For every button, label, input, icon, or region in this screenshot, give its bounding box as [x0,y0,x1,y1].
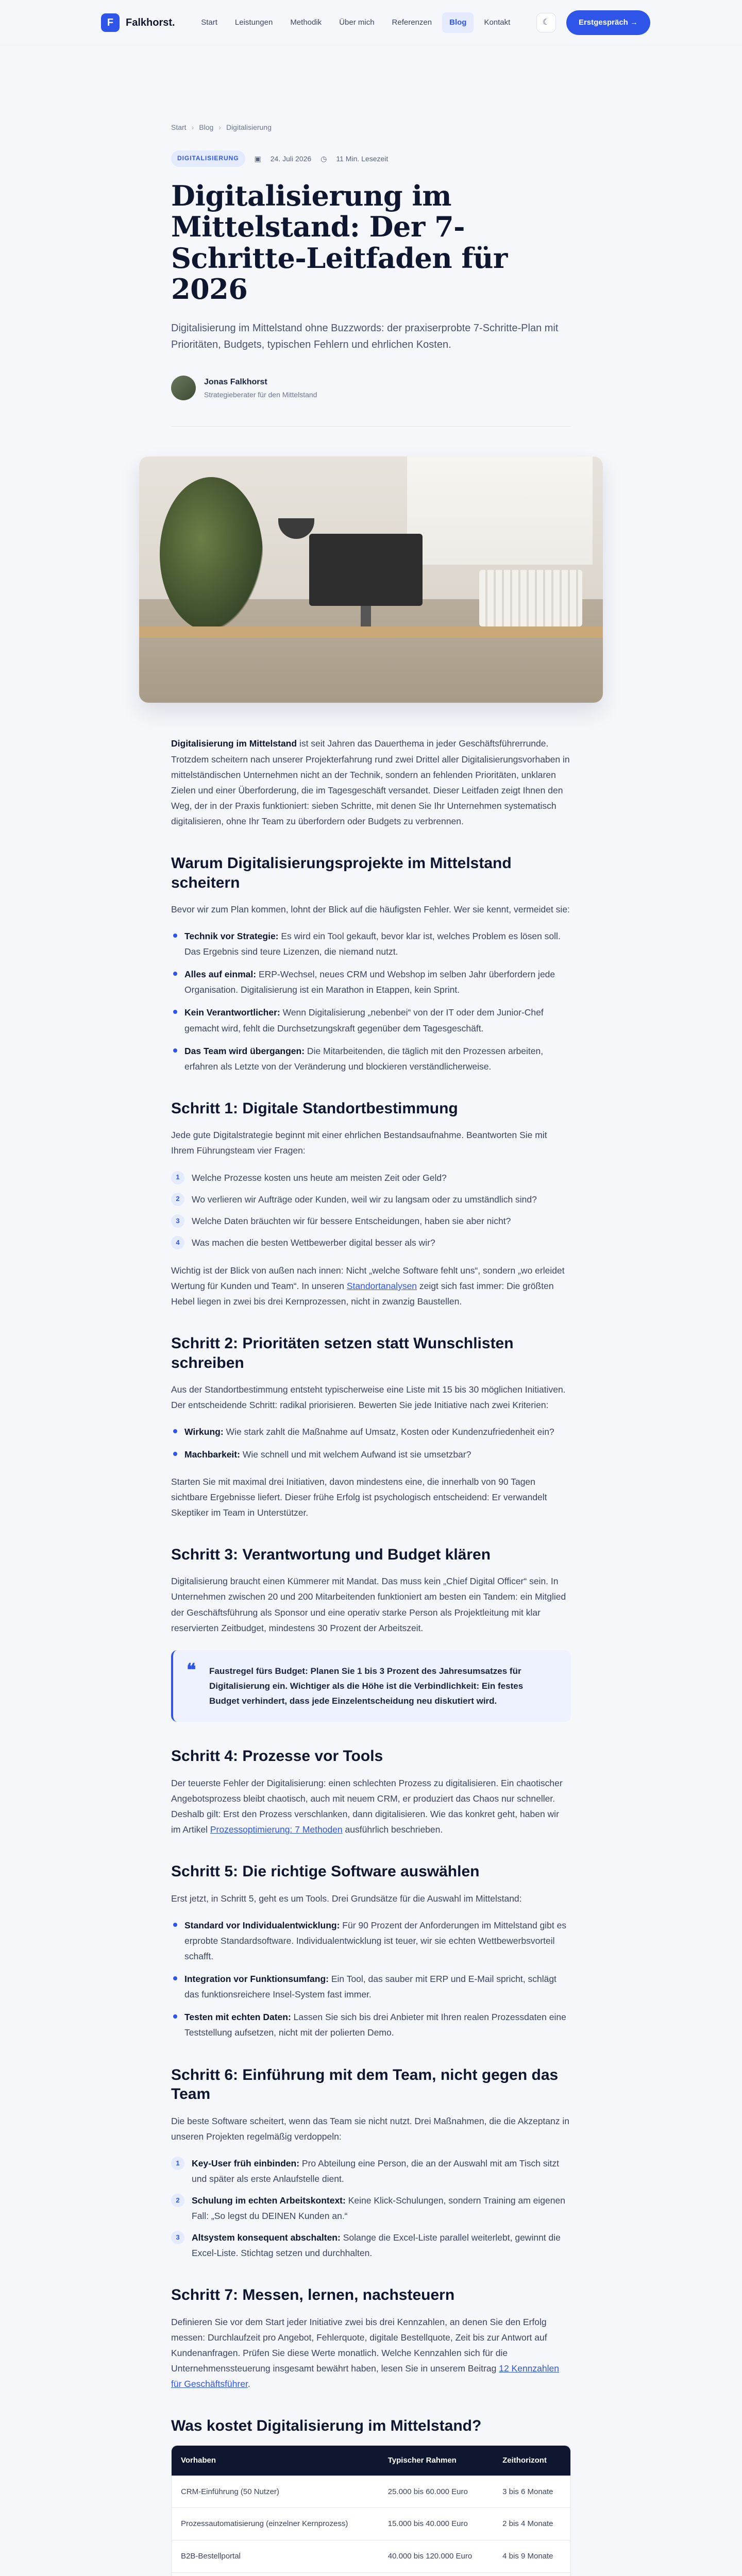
list-item-text: ERP-Wechsel, neues CRM und Webshop im selben Jahr überfordern jede Organisation. Digitalisierung ist ein Marathon in Etappen, kein Sprint. [184,969,555,995]
clock-icon: ◷ [321,154,327,163]
section-paragraph: Aus der Standortbestimmung entsteht typischerweise eine Liste mit 15 bis 30 möglichen Initiativen. Der entscheidende Schritt: radikal priorisieren. Bewerten Sie jede Initiative nach zwei Kriterien: [171,1384,566,1411]
list-item-bold: Standard vor Individualentwicklung: [184,1920,340,1930]
list-item-text: Welche Daten bräuchten wir für bessere Entscheidungen, haben sie aber nicht? [192,1215,511,1226]
logo-mark: F [101,13,120,32]
list-item-text: Ein Tool, das sauber mit ERP und E-Mail spricht, schlägt das funktionsreichere Insel-System fast immer. [184,1974,556,2000]
hero-desk [139,626,603,638]
breadcrumb-separator: › [218,123,221,131]
intro-strong: Digitalisierung im Mittelstand [171,738,297,749]
question-list [171,1170,571,1250]
list-item [171,1005,571,1036]
table-header: Zeithorizont [493,2446,570,2476]
number-badge: 1 [171,2157,184,2170]
bullet-list [171,1918,571,2041]
list-item [171,928,571,959]
table-row [172,2507,570,2540]
breadcrumb-current: Digitalisierung [226,123,272,131]
table-cell: 3 bis 6 Monate [493,2476,570,2508]
logo-link[interactable] [101,13,175,32]
paragraph-text: Definieren Sie vor dem Start jeder Initiative zwei bis drei Kennzahlen, an denen Sie den Erfolg messen: Durchlaufzeit pro Angebot, Fehlerquote, digitale Bestellquote, Zeit bis zur Antwort auf Kundenanfragen. Prüfen Sie diese Werte monatlich. Welche Kennzahlen sich für die Unternehmenssteuerung insgesamt bewährt haben, lesen Sie in unserem Beitrag [171,2316,547,2374]
table-cell: 15.000 bis 40.000 Euro [379,2507,493,2540]
table-cell: 2 bis 4 Monate [493,2507,570,2540]
number-badge: 3 [171,2231,184,2244]
highlight-quote [171,1650,571,1722]
list-item-bold: Key-User früh einbinden: [192,2158,300,2168]
inline-link[interactable]: Standortanalysen [346,1281,417,1292]
list-item-text: Wie schnell und mit welchem Aufwand ist sie umsetzbar? [240,1449,471,1460]
breadcrumb-separator: › [191,123,194,131]
quote-icon: ❝ [187,1660,196,1680]
list-item-text: Pro Abteilung eine Person, die an der Auswahl mit am Tisch sitzt und später als erste Anlaufstelle dient. [192,2158,559,2184]
list-item-text: Lassen Sie sich bis drei Anbieter mit Ihren realen Prozessdaten eine Teststellung aufsetzen, nicht mit der polierten Demo. [184,2012,566,2038]
table-cell: Prozessautomatisierung (einzelner Kernprozess) [172,2507,379,2540]
list-item [171,2193,571,2224]
list-item-bold: Integration vor Funktionsumfang: [184,1974,329,1985]
number-badge: 2 [171,2194,184,2207]
author-byline [171,376,571,427]
section-paragraph [171,1775,571,1837]
breadcrumb-start[interactable]: Start [171,123,187,131]
list-item [171,1170,571,1185]
breadcrumb-blog[interactable]: Blog [199,123,214,131]
section-paragraph: Digitalisierung braucht einen Kümmerer mit Mandat. Das muss kein „Chief Digital Officer“ sein. In Unternehmen zwischen 20 und 200 Mitarbeitenden funktioniert am besten ein Tandem: ein Mitglied der Geschäftsführung als Sponsor und eine operativ starke Person als Projektleitung mit klar reservierten Zeitbudget, mindestens 30 Prozent der Arbeitszeit. [171,1576,566,1633]
hero-window [407,456,593,565]
list-item [171,1192,571,1207]
numbered-list [171,2156,571,2261]
list-item [171,1424,571,1439]
table-cell [493,2572,570,2576]
nav-ueber-mich[interactable]: Über mich [339,18,375,27]
section-heading: Was kostet Digitalisierung im Mittelstand? [171,2417,482,2435]
list-item-bold: Alles auf einmal: [184,969,257,980]
list-item-bold: Altsystem konsequent abschalten: [192,2232,341,2243]
site-header [0,0,742,45]
nav-start[interactable]: Start [201,18,217,27]
logo-text: Falkhorst. [126,16,175,28]
section-paragraph: Erst jetzt, in Schritt 5, geht es um Tools. Drei Grundsätze für die Auswahl im Mittelstand: [171,1893,522,1904]
list-item-text: Es wird ein Tool gekauft, bevor klar ist, welches Problem es lösen soll. Das Ergebnis sind teure Lizenzen, die niemand nutzt. [184,931,561,957]
list-item-bold: Technik vor Strategie: [184,931,279,942]
section-heading: Schritt 5: Die richtige Software auswählen [171,1863,480,1880]
section-paragraph [171,2314,571,2392]
number-badge: 1 [171,1171,184,1184]
category-tag[interactable]: DIGITALISIERUNG [171,150,245,166]
list-item-text: Die Mitarbeitenden, die täglich mit den Prozessen arbeiten, erfahren als Letzte von der Veränderung und blockieren verständlicherweise. [184,1045,544,1072]
section-heading: Schritt 3: Verantwortung und Budget klären [171,1546,491,1563]
article-header [171,45,571,427]
author-name: Jonas Falkhorst [204,378,267,387]
table-cell: 25.000 bis 60.000 Euro [379,2476,493,2508]
table-header: Typischer Rahmen [379,2446,493,2476]
table-cell [172,2572,379,2576]
section-heading: Schritt 7: Messen, lernen, nachsteuern [171,2286,455,2304]
list-item [171,1235,571,1250]
section-heading: Schritt 4: Prozesse vor Tools [171,1748,383,1765]
list-item [171,2230,571,2261]
intro-paragraph [171,736,571,829]
list-item-text: Solange die Excel-Liste parallel weiterlebt, gewinnt die Excel-Liste. Stichtag setzen und durchhalten. [192,2232,561,2259]
section-paragraph: Jede gute Digitalstrategie beginnt mit einer ehrlichen Bestandsaufnahme. Beantworten Sie mit Ihrem Führungsteam vier Fragen: [171,1130,547,1156]
list-item-text: Wie stark zahlt die Maßnahme auf Umsatz, Kosten oder Kundenzufriedenheit ein? [223,1427,554,1437]
list-item [171,1447,571,1462]
section-paragraph: Bevor wir zum Plan kommen, lohnt der Blick auf die häufigsten Fehler. Wer sie kennt, vermeidet sie: [171,904,570,915]
list-item [171,1213,571,1229]
cost-table [171,2445,571,2576]
number-badge: 4 [171,1236,184,1249]
nav-leistungen[interactable]: Leistungen [234,18,273,27]
publish-date: 24. Juli 2026 [270,154,312,163]
table-cell: 40.000 bis 120.000 Euro [379,2540,493,2572]
nav-blog[interactable]: Blog [442,12,474,33]
table-header: Vorhaben [172,2446,379,2476]
list-item [171,1971,571,2002]
paragraph-text: . [247,2379,250,2389]
list-item-bold: Testen mit echten Daten: [184,2012,291,2023]
section-heading: Schritt 1: Digitale Standortbestimmung [171,1099,458,1117]
table-row [172,2540,570,2572]
number-badge: 3 [171,1214,184,1228]
list-item-bold: Schulung im echten Arbeitskontext: [192,2195,346,2206]
list-item [171,967,571,997]
list-item-text: Für 90 Prozent der Anforderungen im Mittelstand gibt es erprobte Standardsoftware. Individualentwicklung ist teuer, wir sie echten Wettbewerbsvorteil schafft. [184,1920,567,1962]
list-item-text: Keine Klick-Schulungen, sondern Training am eigenen Fall: „So legst du DEINEN Kunden an.“ [192,2195,565,2222]
nav-kontakt[interactable]: Kontakt [484,18,511,27]
table-cell: 4 bis 9 Monate [493,2540,570,2572]
header-actions [536,10,650,35]
quote-text: Faustregel fürs Budget: Planen Sie 1 bis 3 Prozent des Jahresumsatzes für Digitalisierung ein. Wichtiger als die Höhe ist die Verbindlichkeit: Ein festes Budget verhindert, dass jede Einzelentscheidung neu diskutiert wird. [209,1666,524,1706]
table-cell [379,2572,493,2576]
nav-methodik[interactable]: Methodik [290,18,322,27]
intro-text: ist seit Jahren das Dauerthema in jeder Geschäftsführerrunde. Trotzdem scheitern nach unserer Projekterfahrung rund zwei Drittel aller Digitalisierungsvorhaben in mittelständischen Unternehmen nicht an der Technik, sondern an fehlenden Prioritäten, unklaren Zielen und einer Überforderung, die im Tagesgeschäft versandet. Dieser Leitfaden zeigt Ihnen den Weg, der in der Praxis funktioniert: sieben Schritte, mit denen Sie Ihr Unternehmen systematisch digitalisieren, ohne Ihr Team zu überfordern oder Budgets zu verbrennen. [171,738,570,826]
list-item-text: Wenn Digitalisierung „nebenbei“ von der IT oder dem Junior-Chef gemacht wird, fehlt die Durchsetzungskraft gegenüber dem Tagesgeschäft. [184,1007,544,1033]
inline-link[interactable]: 12 Kennzahlen für Geschäftsführer [171,2363,559,2389]
table-row [172,2572,570,2576]
author-role: Strategieberater für den Mittelstand [204,391,317,399]
paragraph-text: Wichtig ist der Blick von außen nach innen: Nicht „welche Software fehlt uns“, sondern „wo erleidet Wertung für Kunden und Team“. In unseren [171,1265,565,1292]
section-heading: Schritt 2: Prioritäten setzen statt Wunschlisten schreiben [171,1335,514,1371]
hero-plant [160,477,263,632]
list-item [171,2156,571,2187]
list-item-text: Welche Prozesse kosten uns heute am meisten Zeit oder Geld? [192,1172,447,1183]
list-item-bold: Das Team wird übergangen: [184,1045,305,1056]
paragraph-text: zeigt sich fast immer: Die größten Hebel liegen in zwei bis drei Kernprozessen, nicht in zwanzig Baustellen. [171,1281,554,1307]
breadcrumb [171,45,571,133]
avatar [171,376,196,400]
section-paragraph: Die beste Software scheitert, wenn das Team sie nicht nutzt. Drei Maßnahmen, die die Akzeptanz in unseren Projekten regelmäßig verdoppeln: [171,2115,569,2142]
main-nav [194,12,517,33]
table-cell: CRM-Einführung (50 Nutzer) [172,2476,379,2508]
bullet-list [171,1424,571,1462]
hero-monitor [309,534,423,606]
calendar-icon: ▣ [254,154,261,163]
paragraph-text: Der teuerste Fehler der Digitalisierung: einen schlechten Prozess zu digitalisieren. Ein chaotischer Angebotsprozess bleibt chaotisch, auch mit neuem CRM, er produziert das Chaos nur schneller. Deshalb gilt: Erst den Prozess verschlanken, dann digitalisieren. Wie das konkret geht, haben wir im Artikel [171,1777,563,1835]
inline-link[interactable]: Prozessoptimierung: 7 Methoden [210,1824,343,1835]
section-paragraph: Starten Sie mit maximal drei Initiativen, davon mindestens eine, die innerhalb von 90 Tagen sichtbare Ergebnisse liefert. Dieser frühe Erfolg ist psychologisch entscheidend: Er verwandelt Skeptiker im Team in Unterstützer. [171,1476,547,1518]
page-title: Digitalisierung im Mittelstand: Der 7-Schritte-Leitfaden für 2026 [171,179,508,306]
list-item-bold: Machbarkeit: [184,1449,240,1460]
list-item [171,1918,571,1964]
hero-image [139,456,603,703]
number-badge: 2 [171,1193,184,1206]
read-time: 11 Min. Lesezeit [336,154,389,163]
list-item-bold: Kein Verantwortlicher: [184,1007,280,1018]
section-paragraph [171,1263,571,1309]
section-heading: Warum Digitalisierungsprojekte im Mittelstand scheitern [171,855,512,891]
hero-radiator [479,570,582,626]
article-lead: Digitalisierung im Mittelstand ohne Buzzwords: der praxiserprobte 7-Schritte-Plan mit Prioritäten, Budgets, typischen Fehlern und ehrlichen Kosten. [171,323,559,351]
nav-referenzen[interactable]: Referenzen [392,18,432,27]
list-item-text: Was machen die besten Wettbewerber digital besser als wir? [192,1237,435,1248]
list-item-bold: Wirkung: [184,1427,224,1437]
article-body [171,736,571,2576]
list-item [171,1043,571,1074]
bullet-list [171,928,571,1074]
moon-icon[interactable]: ☾ [536,13,556,32]
table-cell: B2B-Bestellportal [172,2540,379,2572]
paragraph-text: ausführlich beschrieben. [342,1824,443,1835]
header-cta-button[interactable]: Erstgespräch → [566,10,650,35]
article-meta [171,150,571,166]
table-header-row [172,2446,570,2476]
list-item [171,2009,571,2040]
section-heading: Schritt 6: Einführung mit dem Team, nicht gegen das Team [171,2066,559,2103]
table-row [172,2476,570,2508]
list-item-text: Wo verlieren wir Aufträge oder Kunden, weil wir zu langsam oder zu umständlich sind? [192,1194,537,1205]
